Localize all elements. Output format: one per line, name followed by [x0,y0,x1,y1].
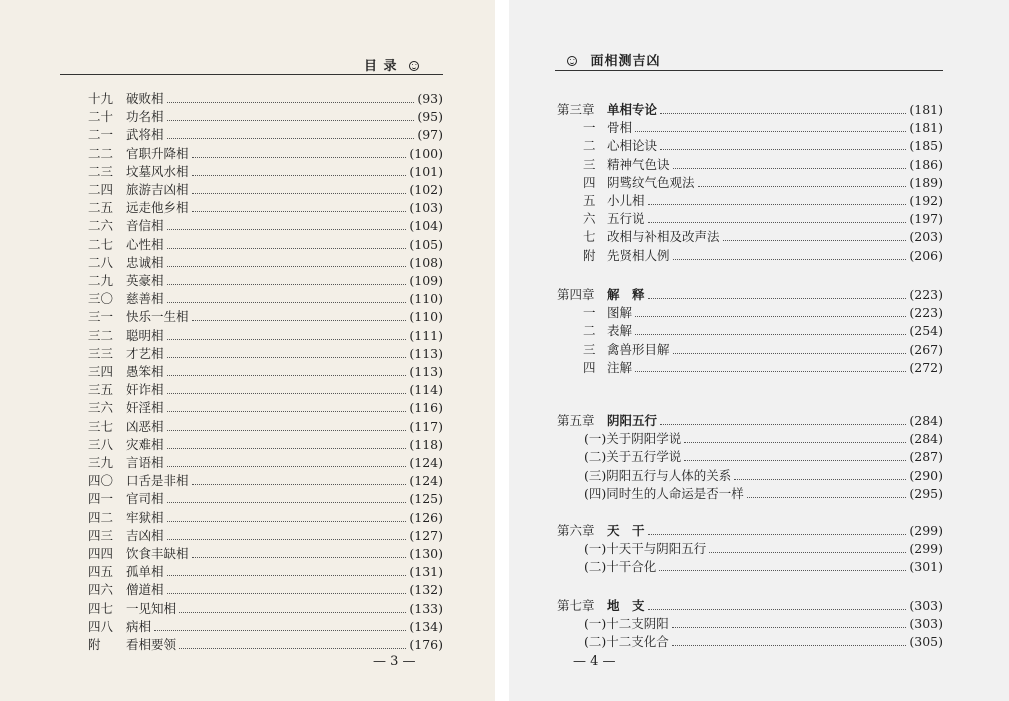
toc-entry-row [88,145,443,163]
dot-leader [167,301,407,303]
dot-leader [167,392,407,394]
entry-number: 附 [583,247,596,263]
entry-title: 旅游吉凶相 [126,182,189,197]
chapter-title: 解 释 [607,287,645,302]
toc-entry-row [88,472,443,490]
entry-title: 心性相 [126,236,164,252]
page-number: (185) [909,138,943,154]
toc-entry-row [584,558,943,576]
toc-entry-row [88,418,443,436]
dot-leader [635,370,906,372]
toc-entry-row [88,108,443,126]
toc-entry-row [584,467,943,485]
page-number: (126) [409,509,443,525]
toc-chapter-row [557,101,943,119]
page-number: (110) [409,291,443,307]
toc-entry-row [584,633,943,651]
entry-title: (一)关于阴阳学说 [584,431,682,447]
toc-entry-row [88,618,443,636]
page-number: (284) [909,413,943,428]
entry-title: 远走他乡相 [126,200,189,216]
entry-title: (二)十二支化合 [584,634,669,650]
toc-entry-row [88,399,443,417]
toc-entry-row [88,327,443,345]
left-page-footer: — 3 — [373,654,416,669]
entry-title: 慈善相 [126,291,164,307]
dot-leader [167,429,407,431]
entry-number: 三一 [88,309,114,325]
entry-number: 四 [583,359,596,375]
chapter-number: 第三章 [557,102,595,117]
dot-leader [684,441,906,443]
entry-title: 一见知相 [126,600,177,616]
entry-number: 六 [583,211,596,227]
dot-leader [167,374,407,376]
page-number: (301) [909,559,943,575]
dot-leader [660,148,906,150]
page-number: (124) [409,455,443,470]
entry-title: 改相与补相及改声法 [607,229,720,245]
entry-number: 一 [583,305,596,321]
toc-entry-row [88,254,443,272]
chapter-title: 地 支 [607,598,645,613]
entry-number: 一 [583,120,596,136]
entry-title: 僧道相 [126,582,164,598]
entry-title: 才艺相 [126,345,164,361]
entry-title: 阴骘纹气色观法 [607,174,695,190]
page-number: (287) [909,449,943,465]
right-page [509,0,1009,701]
entry-title: 心相论诀 [607,138,658,154]
dot-leader [192,483,407,485]
toc-entry-row [88,381,443,399]
page-number: (118) [409,436,443,452]
toc-entry-row [88,363,443,381]
dot-leader [673,352,907,354]
entry-title: 表解 [607,323,633,339]
toc-chapter-row [557,412,943,430]
entry-title: 坟墓风水相 [126,163,189,179]
page-number: (102) [409,182,443,197]
entry-number: 四五 [88,564,114,580]
header-rule [555,70,943,71]
page-number: (105) [409,236,443,252]
entry-title: 灾难相 [126,436,164,452]
page-number: (176) [409,637,443,652]
dot-leader [672,626,907,628]
toc-entry-row [88,290,443,308]
dot-leader [723,239,907,241]
entry-number: 三三 [88,345,114,361]
page-number: (267) [909,341,943,357]
dot-leader [179,647,406,649]
entry-number: 三 [583,341,596,357]
entry-title: 凶恶相 [126,418,164,434]
dot-leader [167,356,407,358]
entry-title: 禽兽形目解 [607,341,670,357]
dot-leader [192,192,407,194]
toc-entry-row [88,163,443,181]
page-number: (116) [409,400,443,416]
toc-entry-row [88,454,443,472]
dot-leader [167,137,415,139]
toc-entry-row [88,490,443,508]
dot-leader [734,478,906,480]
page-number: (299) [909,523,943,538]
page-number: (303) [909,598,943,613]
entry-title: 愚笨相 [126,364,164,379]
page-number: (125) [409,491,443,507]
entry-title: 功名相 [126,109,164,125]
entry-title: 看相要领 [126,637,177,652]
toc-entry-row [584,448,943,466]
chapter-number: 第六章 [557,523,595,538]
entry-number: 二八 [88,254,114,270]
dot-leader [660,112,906,114]
entry-number: 二十 [88,109,114,125]
page-number: (110) [409,309,443,325]
toc-entry-row [583,156,943,174]
toc-entry-row [88,90,443,108]
entry-number: 三五 [88,382,114,398]
page-number: (192) [909,193,943,208]
entry-title: 英豪相 [126,273,164,288]
dot-leader [660,423,906,425]
toc-entry-row [88,545,443,563]
dot-leader [167,265,407,267]
entry-title: 官司相 [126,491,164,507]
toc-chapter-row [557,522,943,540]
toc-entry-row [88,308,443,326]
entry-title: 奸淫相 [126,400,164,416]
toc-entry-row [583,247,943,265]
entry-title: 骨相 [607,120,633,136]
entry-number: 四 [583,174,596,190]
dot-leader [167,101,415,103]
toc-entry-row [584,540,943,558]
face-icon [409,61,419,71]
entry-title: 吉凶相 [126,527,164,543]
toc-entry-row [88,636,443,654]
page-number: (113) [409,345,443,361]
dot-leader [192,156,407,158]
toc-entry-row [88,509,443,527]
toc-entry-row [88,199,443,217]
page-number: (100) [409,145,443,161]
page-gutter [495,0,509,701]
entry-number: 二 [583,138,596,154]
toc-entry-row [583,119,943,137]
page-title: 目 录 [364,59,398,74]
dot-leader [648,608,907,610]
entry-title: 官职升降相 [126,145,189,161]
entry-title: 图解 [607,305,633,321]
right-page-footer: — 4 — [573,654,616,669]
entry-number: 二六 [88,218,114,234]
entry-title: 病相 [126,618,152,634]
entry-number: 二二 [88,145,114,161]
dot-leader [635,333,906,335]
page-number: (181) [909,102,943,117]
entry-title: 注解 [607,359,633,375]
page-number: (131) [409,564,443,580]
page-number: (186) [909,156,943,172]
entry-number: 三 [583,156,596,172]
entry-number: 三二 [88,327,114,343]
dot-leader [659,569,906,571]
page-number: (134) [409,618,443,634]
page-number: (109) [409,273,443,288]
toc-entry-row [88,436,443,454]
entry-number: 四八 [88,618,114,634]
entry-number: 四四 [88,546,114,561]
entry-title: 武将相 [126,127,164,143]
dot-leader [167,283,407,285]
chapter-title: 天 干 [607,523,645,538]
entry-title: (三)阴阳五行与人体的关系 [584,467,732,483]
toc-entry-row [88,527,443,545]
dot-leader [167,247,407,249]
page-number: (97) [417,127,443,143]
page-number: (130) [409,546,443,561]
dot-leader [635,315,906,317]
page-number: (111) [409,327,443,343]
entry-title: 音信相 [126,218,164,234]
entry-number: 四二 [88,509,114,525]
right-page-header [567,50,661,69]
page-number: (203) [909,229,943,245]
toc-entry-row [88,345,443,363]
page-number: (303) [909,616,943,632]
entry-title: 忠诚相 [126,254,164,270]
entry-number: 四七 [88,600,114,616]
chapter-title: 阴阳五行 [607,413,658,428]
entry-title: 饮食丰缺相 [126,546,189,561]
page-number: (103) [409,200,443,216]
page-number: (197) [909,211,943,227]
dot-leader [167,592,407,594]
chapter-number: 第七章 [557,598,595,613]
entry-number: 三九 [88,455,114,470]
entry-number: 五 [583,193,596,208]
toc-entry-row [88,236,443,254]
page-number: (272) [909,359,943,375]
toc-entry-row [584,615,943,633]
chapter-number: 第四章 [557,287,595,302]
entry-number: 四一 [88,491,114,507]
toc-entry-row [583,137,943,155]
page-title: 面相测吉凶 [590,54,661,69]
dot-leader [167,574,407,576]
page-number: (254) [909,323,943,339]
face-icon [567,56,577,66]
entry-title: 快乐一生相 [126,309,189,325]
page-number: (299) [909,541,943,557]
dot-leader [167,520,407,522]
dot-leader [192,174,407,176]
entry-number: 二九 [88,273,114,288]
entry-title: (一)十天干与阴阳五行 [584,541,707,557]
entry-number: 四〇 [88,473,114,489]
toc-entry-row [88,563,443,581]
toc-entry-row [583,174,943,192]
entry-number: 四六 [88,582,114,598]
toc-entry-row [583,228,943,246]
dot-leader [192,319,407,321]
toc-entry-row [583,359,943,377]
page-number: (223) [909,287,943,302]
entry-number: 二三 [88,163,114,179]
page-number: (290) [909,467,943,483]
page-number: (104) [409,218,443,234]
left-page-header [364,55,419,74]
toc-chapter-row [557,597,943,615]
dot-leader [648,221,907,223]
chapter-number: 第五章 [557,413,595,428]
dot-leader [192,556,407,558]
entry-title: 精神气色诀 [607,156,670,172]
dot-leader [673,167,907,169]
entry-title: (二)关于五行学说 [584,449,682,465]
dot-leader [192,210,407,212]
dot-leader [167,447,407,449]
dot-leader [167,338,407,340]
toc-entry-row [88,272,443,290]
dot-leader [167,410,407,412]
page-number: (114) [409,382,443,398]
entry-title: 言语相 [126,455,164,470]
entry-number: 二五 [88,200,114,216]
entry-number: 三七 [88,418,114,434]
dot-leader [648,533,907,535]
page-number: (127) [409,527,443,543]
page-number: (113) [409,364,443,379]
entry-number: 二四 [88,182,114,197]
dot-leader [648,203,907,205]
chapter-title: 单相专论 [607,102,658,117]
entry-title: (四)同时生的人命运是否一样 [584,485,744,501]
toc-chapter-row [557,286,943,304]
dot-leader [709,551,906,553]
dot-leader [167,228,407,230]
dot-leader [648,297,907,299]
page-number: (181) [909,120,943,136]
entry-number: 二 [583,323,596,339]
toc-entry-row [583,304,943,322]
toc-entry-row [88,181,443,199]
dot-leader [673,258,907,260]
entry-number: 二七 [88,236,114,252]
entry-title: (二)十干合化 [584,559,657,575]
page-number: (206) [909,247,943,263]
toc-entry-row [584,430,943,448]
toc-entry-row [88,217,443,235]
entry-title: 五行说 [607,211,645,227]
page-number: (133) [409,600,443,616]
dot-leader [154,629,406,631]
entry-title: 先贤相人例 [607,247,670,263]
page-number: (284) [909,431,943,447]
page-number: (95) [417,109,443,125]
dot-leader [672,644,907,646]
entry-title: 奸诈相 [126,382,164,398]
page-number: (117) [409,418,443,434]
page-number: (93) [417,91,443,106]
dot-leader [684,459,906,461]
toc-entry-row [583,192,943,210]
dot-leader [167,119,415,121]
entry-number: 十九 [88,91,114,106]
page-number: (108) [409,254,443,270]
entry-number: 七 [583,229,596,245]
page-number: (223) [909,305,943,321]
entry-number: 四三 [88,527,114,543]
toc-entry-row [88,126,443,144]
dot-leader [167,538,407,540]
toc-entry-row [88,600,443,618]
entry-title: 牢狱相 [126,509,164,525]
dot-leader [167,465,407,467]
dot-leader [635,130,906,132]
entry-number: 附 [88,637,101,652]
toc-entry-row [584,485,943,503]
entry-number: 三六 [88,400,114,416]
entry-title: 破败相 [126,91,164,106]
toc-entry-row [583,341,943,359]
page-number: (189) [909,174,943,190]
dot-leader [747,496,907,498]
page-number: (295) [909,485,943,501]
entry-title: 聪明相 [126,327,164,343]
dot-leader [167,501,407,503]
toc-entry-row [583,210,943,228]
dot-leader [179,611,406,613]
page-number: (101) [409,163,443,179]
entry-title: (一)十二支阴阳 [584,616,669,632]
header-rule [60,74,443,75]
page-number: (305) [909,634,943,650]
entry-number: 三〇 [88,291,114,307]
entry-title: 口舌是非相 [126,473,189,489]
toc-entry-row [88,581,443,599]
entry-title: 小儿相 [607,193,645,208]
entry-number: 三八 [88,436,114,452]
entry-title: 孤单相 [126,564,164,580]
entry-number: 二一 [88,127,114,143]
toc-entry-row [583,322,943,340]
page-number: (124) [409,473,443,489]
left-page [0,0,495,701]
page-number: (132) [409,582,443,598]
entry-number: 三四 [88,364,114,379]
dot-leader [698,185,907,187]
